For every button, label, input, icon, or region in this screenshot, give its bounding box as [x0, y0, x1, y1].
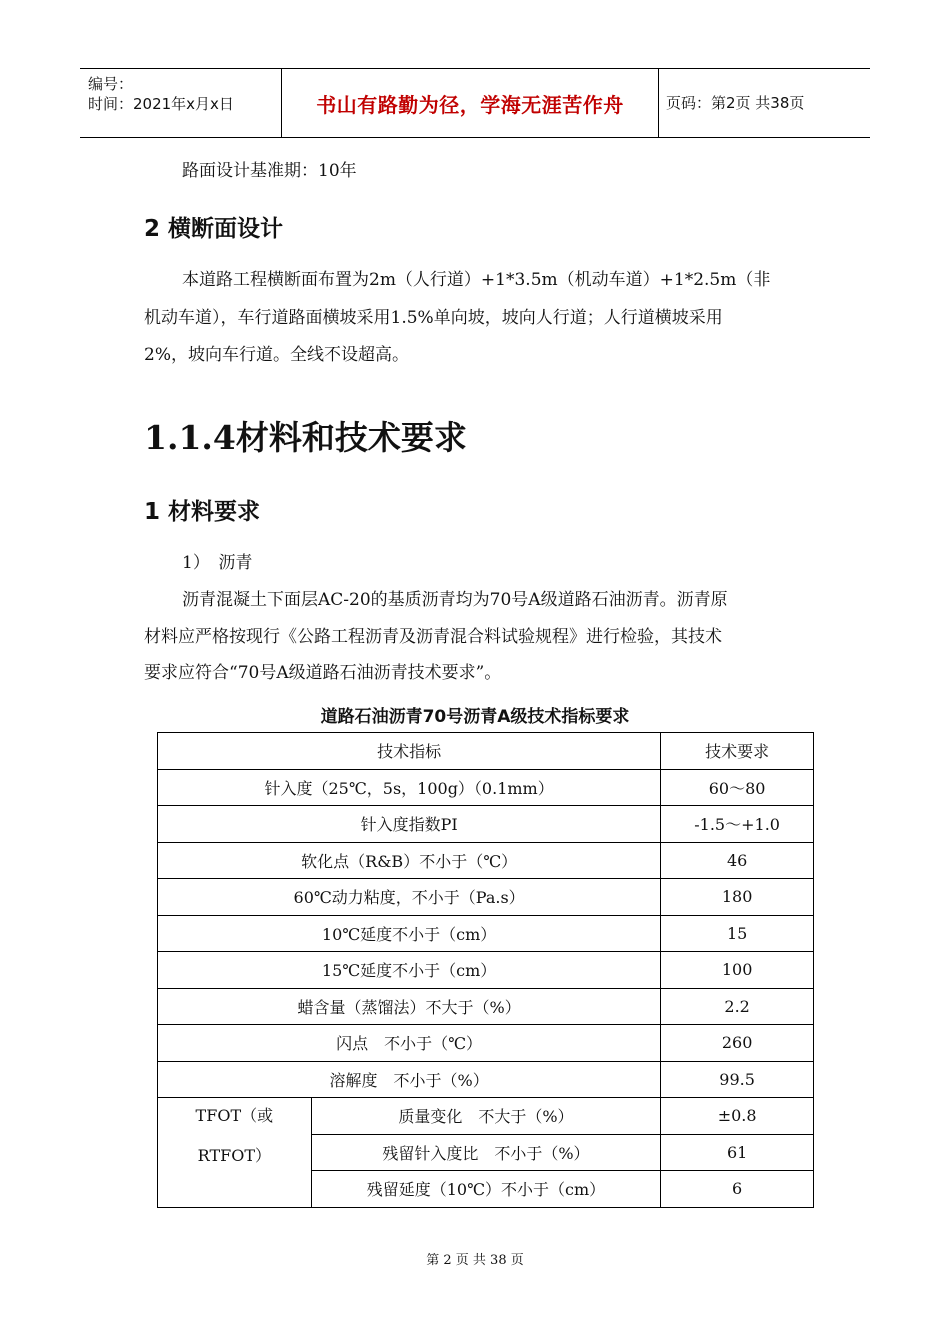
asphalt-paragraph-line: 要求应符合“70号A级道路石油沥青技术要求”。 — [144, 663, 502, 683]
header-page-cell — [658, 69, 870, 137]
requirement-cell: 2.2 — [661, 988, 814, 1025]
page-footer: 第 2 页 共 38 页 — [426, 1253, 524, 1268]
table-header-row — [158, 733, 814, 770]
table-title: 道路石油沥青70号沥青A级技术指标要求 — [320, 707, 630, 727]
tfot-group-label-cell — [158, 1098, 312, 1208]
tfot-group-label: RTFOT） — [197, 1146, 272, 1165]
asphalt-paragraph-line: 材料应严格按现行《公路工程沥青及沥青混合料试验规程》进行检验，其技术 — [144, 627, 722, 647]
asphalt-paragraph-line: 沥青混凝土下面层AC-20的基质沥青均为70号A级道路石油沥青。沥青原 — [182, 590, 728, 610]
list-item-asphalt: 1） 沥青 — [182, 553, 253, 573]
table-row — [158, 806, 814, 843]
table-row — [158, 1025, 814, 1062]
design-period-text: 路面设计基准期：10年 — [182, 161, 357, 181]
table-row — [158, 1098, 814, 1135]
requirement-cell: 15 — [661, 915, 814, 952]
indicator-cell: 60℃动力粘度，不小于（Pa.s） — [158, 879, 661, 916]
indicator-cell: 蜡含量（蒸馏法）不大于（%） — [158, 988, 661, 1025]
indicator-cell: 10℃延度不小于（cm） — [158, 915, 661, 952]
table-row — [158, 1061, 814, 1098]
indicator-cell: 溶解度 不小于（%） — [158, 1061, 661, 1098]
document-time: 时间：2021年x月x日 — [88, 95, 234, 113]
header-motto-cell — [281, 69, 659, 137]
cross-section-paragraph-line: 2%，坡向车行道。全线不设超高。 — [144, 345, 409, 365]
chapter-heading: 1.1.4材料和技术要求 — [144, 418, 467, 457]
cross-section-paragraph-line: 机动车道），车行道路面横坡采用1.5%单向坡，坡向人行道；人行道横坡采用 — [144, 308, 723, 328]
asphalt-spec-table — [157, 732, 814, 1208]
indicator-cell: 针入度（25℃，5s，100g）（0.1mm） — [158, 769, 661, 806]
column-header-requirement: 技术要求 — [661, 733, 814, 770]
header-page-info: 页码：第2页 共38页 — [666, 94, 805, 112]
indicator-cell: 闪点 不小于（℃） — [158, 1025, 661, 1062]
indicator-cell: 软化点（R&B）不小于（℃） — [158, 842, 661, 879]
indicator-cell: 残留针入度比 不小于（%） — [311, 1134, 661, 1171]
requirement-cell: 46 — [661, 842, 814, 879]
section-heading-materials: 1 材料要求 — [144, 499, 261, 525]
table-row — [158, 769, 814, 806]
table-row — [158, 915, 814, 952]
section-heading-cross-section: 2 横断面设计 — [144, 216, 284, 242]
table-row — [158, 988, 814, 1025]
table-row — [158, 879, 814, 916]
document-number-label: 编号： — [88, 75, 134, 93]
requirement-cell: 100 — [661, 952, 814, 989]
indicator-cell: 15℃延度不小于（cm） — [158, 952, 661, 989]
tfot-group-label: TFOT（或 — [195, 1106, 274, 1125]
requirement-cell: 6 — [661, 1171, 814, 1208]
table-row — [158, 952, 814, 989]
column-header-indicator: 技术指标 — [158, 733, 661, 770]
indicator-cell: 针入度指数PI — [158, 806, 661, 843]
requirement-cell: ±0.8 — [661, 1098, 814, 1135]
header-meta-cell — [80, 69, 281, 137]
requirement-cell: 60～80 — [661, 769, 814, 806]
indicator-cell: 质量变化 不大于（%） — [311, 1098, 661, 1135]
cross-section-paragraph-line: 本道路工程横断面布置为2m（人行道）+1*3.5m（机动车道）+1*2.5m（非 — [182, 270, 771, 290]
page-header — [80, 68, 870, 138]
header-motto: 书山有路勤为径，学海无涯苦作舟 — [316, 93, 624, 117]
requirement-cell: 99.5 — [661, 1061, 814, 1098]
requirement-cell: 260 — [661, 1025, 814, 1062]
requirement-cell: 180 — [661, 879, 814, 916]
requirement-cell: 61 — [661, 1134, 814, 1171]
indicator-cell: 残留延度（10℃）不小于（cm） — [311, 1171, 661, 1208]
requirement-cell: -1.5～+1.0 — [661, 806, 814, 843]
table-row — [158, 842, 814, 879]
